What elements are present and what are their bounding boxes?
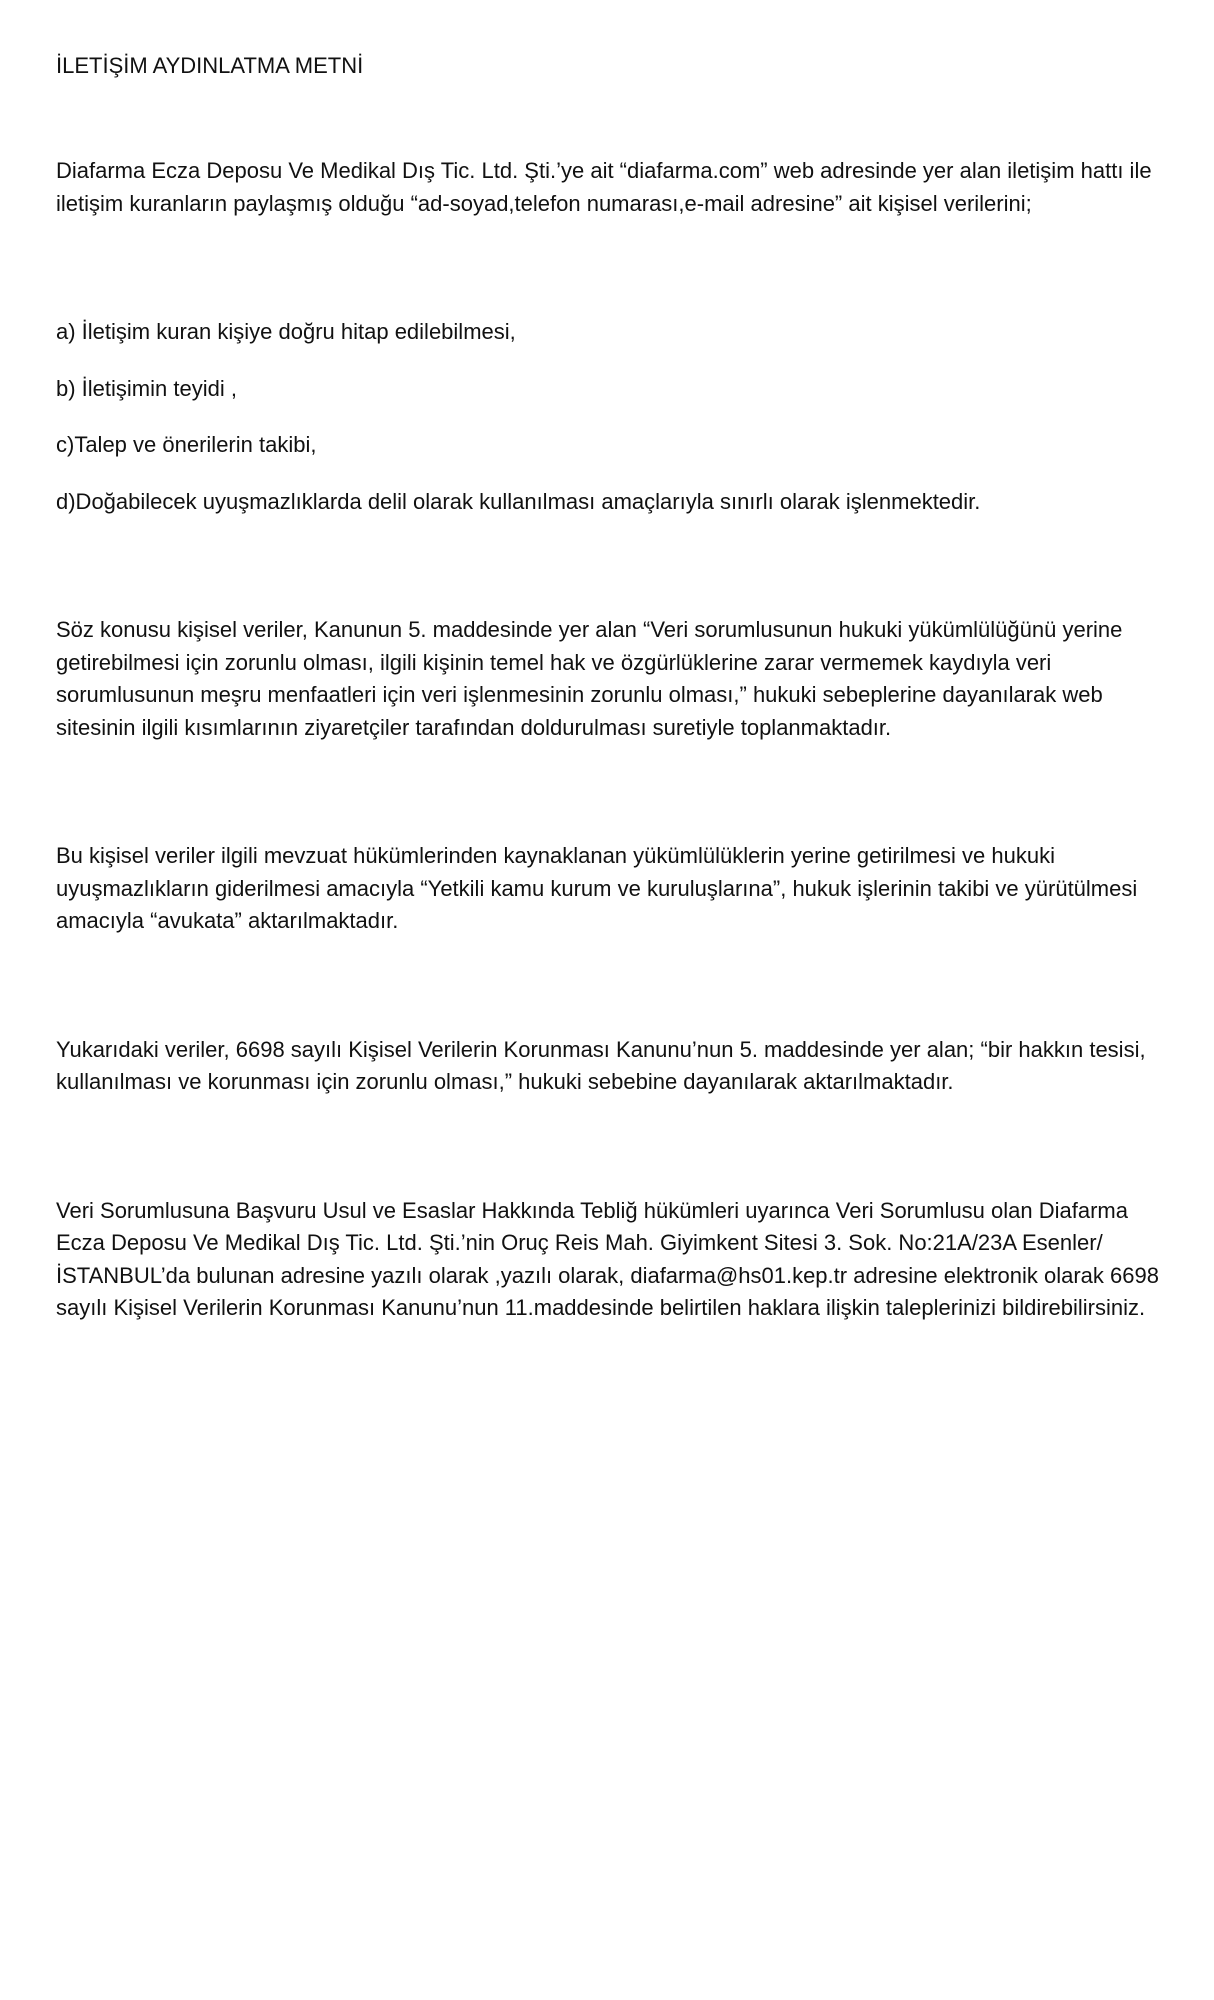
purpose-item-b: b) İletişimin teyidi , xyxy=(56,375,237,401)
intro-paragraph: Diafarma Ecza Deposu Ve Medikal Dış Tic. Ltd. Şti.’ye ait “diafarma.com” web adresinde yer alan iletişim hattı ile iletişim kuranların paylaşmış olduğu “ad-soyad,telefon numarası,e-mail adresine” ait kişisel verilerini; xyxy=(56,158,1152,216)
spacer xyxy=(56,938,1166,1034)
spacer xyxy=(56,1099,1166,1195)
spacer xyxy=(56,462,1166,486)
legal-basis-paragraph: Söz konusu kişisel veriler, Kanunun 5. maddesinde yer alan “Veri sorumlusunun hukuki yükümlülüğünü yerine getirebilmesi için zorunlu olması, ilgili kişinin temel hak ve özgürlüklerine zarar vermemek kaydıyla veri sorumlusunun meşru menfaatleri için veri işlenmesinin zorunlu olması,” hukuki sebeplerine dayanılarak web sitesinin ilgili kısımlarının ziyaretçiler tarafından doldurulması suretiyle toplanmaktadır. xyxy=(56,617,1123,740)
purpose-item-a: a) İletişim kuran kişiye doğru hitap edilebilmesi, xyxy=(56,319,516,344)
transfer-paragraph: Bu kişisel veriler ilgili mevzuat hükümlerinden kaynaklanan yükümlülüklerin yerine getirilmesi ve hukuki uyuşmazlıkların giderilmesi amacıyla “Yetkili kamu kurum ve kuruluşlarına”, hukuk işlerinin takibi ve yürütülmesi amacıyla “avukata” aktarılmaktadır. xyxy=(56,843,1138,933)
spacer xyxy=(56,405,1166,429)
spacer xyxy=(56,220,1166,316)
document-title: İLETİŞİM AYDINLATMA METNİ xyxy=(56,53,364,78)
purpose-item-d: d)Doğabilecek uyuşmazlıklarda delil olarak kullanılması amaçlarıyla sınırlı olarak işlenmektedir. xyxy=(56,488,981,514)
spacer xyxy=(56,744,1166,840)
application-paragraph: Veri Sorumlusuna Başvuru Usul ve Esaslar Hakkında Tebliğ hükümleri uyarınca Veri Sorumlusu olan Diafarma Ecza Deposu Ve Medikal Dış Tic. Ltd. Şti.’nin Oruç Reis Mah. Giyimkent Sitesi 3. Sok. No:21A/23A Esenler/İSTANBUL’da bulunan adresine yazılı olarak ,yazılı olarak, diafarma@hs01.kep.tr adresine elektronik olarak 6698 sayılı Kişisel Verilerin Korunması Kanunu’nun 11.maddesinde belirtilen haklara ilişkin taleplerinizi bildirebilirsiniz. xyxy=(56,1197,1159,1320)
spacer xyxy=(56,518,1166,614)
spacer xyxy=(56,349,1166,373)
transfer-basis-paragraph: Yukarıdaki veriler, 6698 sayılı Kişisel Verilerin Korunması Kanunu’nun 5. maddesinde yer alan; “bir hakkın tesisi, kullanılması ve korunması için zorunlu olması,” hukuki sebebine dayanılarak aktarılmaktadır. xyxy=(56,1036,1146,1094)
purpose-item-c: c)Talep ve önerilerin takibi, xyxy=(56,432,317,457)
document-page xyxy=(56,50,1166,1325)
spacer xyxy=(56,82,1166,155)
